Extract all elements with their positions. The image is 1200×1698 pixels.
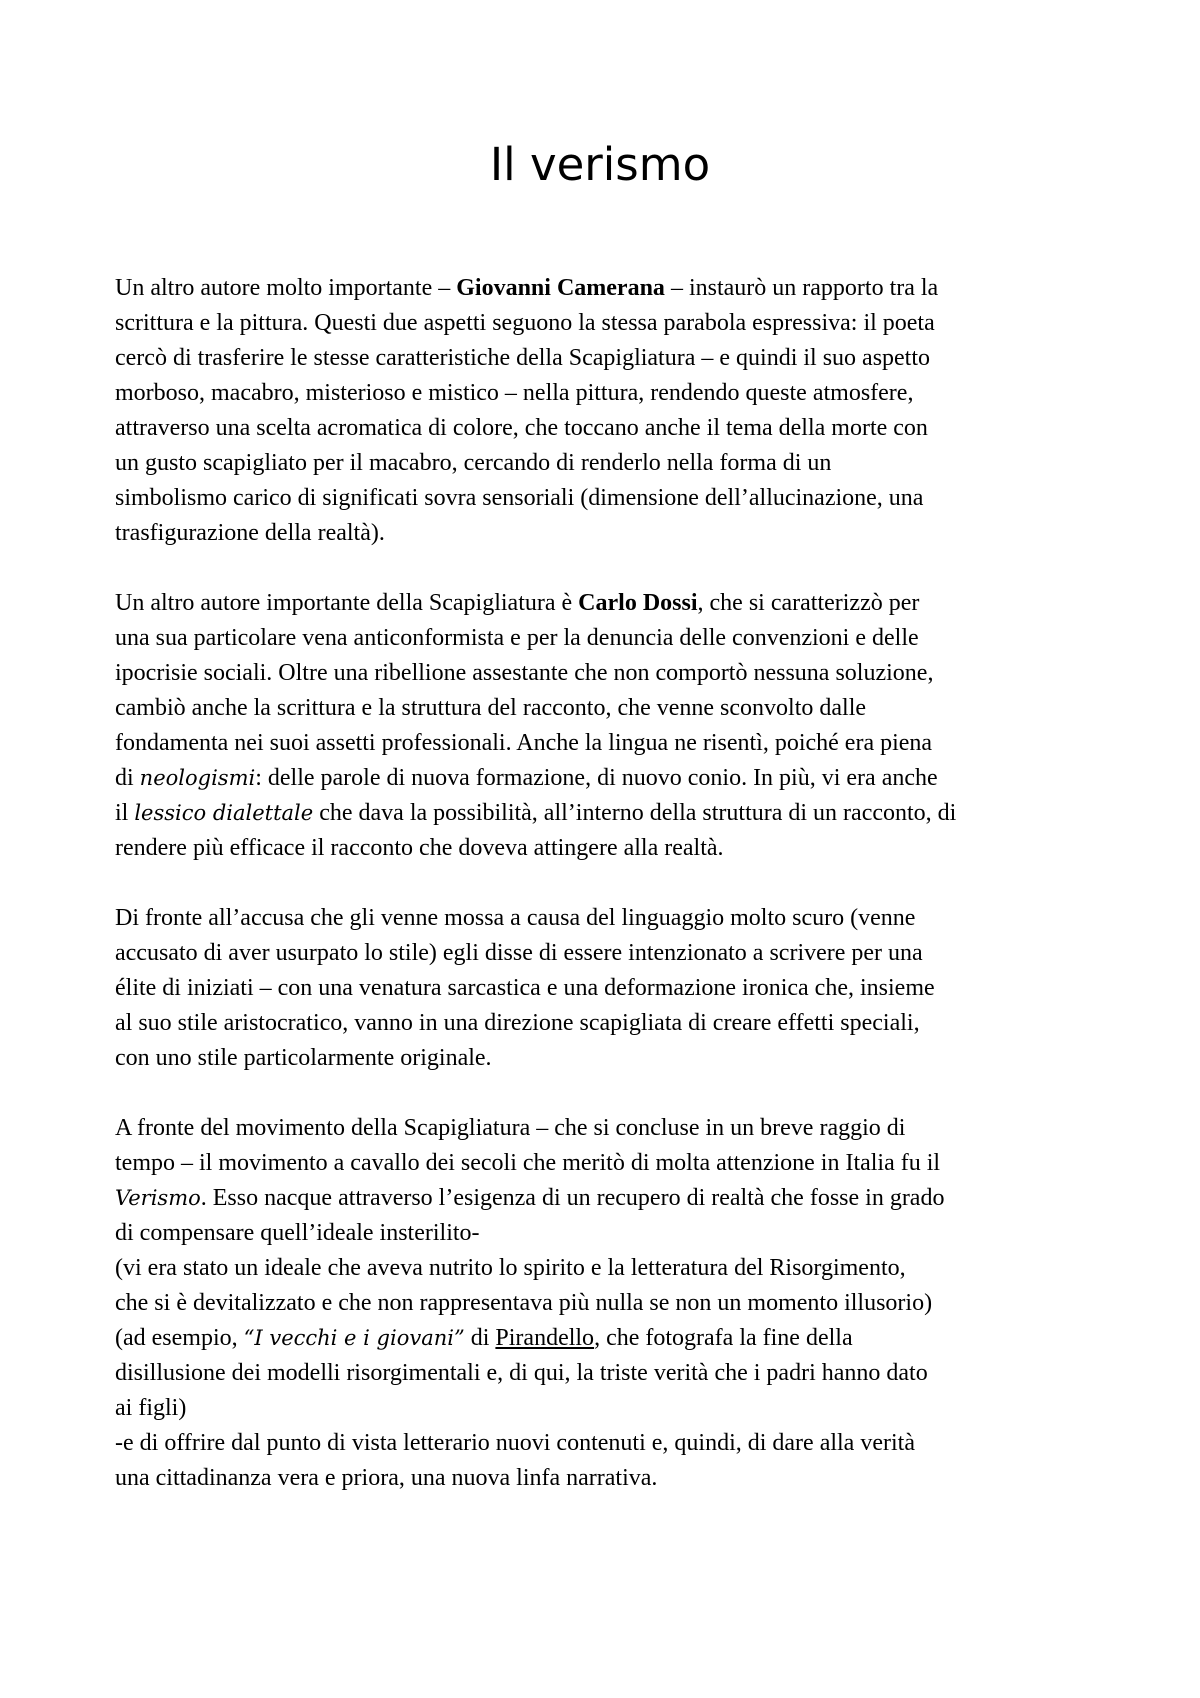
paragraph-dossi xyxy=(115,586,1100,866)
text-run: , che si caratterizzò per xyxy=(697,590,920,616)
italic-term: lessico dialettale xyxy=(134,801,314,825)
author-name-bold: Carlo Dossi xyxy=(578,590,698,616)
text-run: – instaurò un rapporto tra la xyxy=(664,275,939,301)
text-run: di xyxy=(115,765,140,791)
page-title: Il verismo xyxy=(489,138,711,191)
text-line xyxy=(115,1181,1100,1216)
text-line xyxy=(115,1321,1100,1356)
text-line: élite di iniziati – con una venatura sarcastica e una deformazione ironica che, insieme xyxy=(115,975,935,1001)
text-line xyxy=(115,761,1100,796)
text-line: Di fronte all’accusa che gli venne mossa a causa del linguaggio molto scuro (venne xyxy=(115,905,916,931)
text-line: morboso, macabro, misterioso e mistico – nella pittura, rendendo queste atmosfere, xyxy=(115,380,914,406)
text-run: il xyxy=(115,800,135,826)
text-line: A fronte del movimento della Scapigliatura – che si concluse in un breve raggio di xyxy=(115,1115,906,1141)
text-line: attraverso una scelta acromatica di colore, che toccano anche il tema della morte con xyxy=(115,415,928,441)
text-line: disillusione dei modelli risorgimentali e, di qui, la triste verità che i padri hanno dato xyxy=(115,1360,928,1386)
text-line: ai figli) xyxy=(115,1395,187,1421)
text-line: cercò di trasferire le stesse caratteristiche della Scapigliatura – e quindi il suo aspetto xyxy=(115,345,931,371)
text-line: rendere più efficace il racconto che doveva attingere alla realtà. xyxy=(115,835,724,861)
text-line: simbolismo carico di significati sovra sensoriali (dimensione dell’allucinazione, una xyxy=(115,485,924,511)
text-line: scrittura e la pittura. Questi due aspetti seguono la stessa parabola espressiva: il poeta xyxy=(115,310,935,336)
text-line: ipocrisie sociali. Oltre una ribellione assestante che non comportò nessuna soluzione, xyxy=(115,660,934,686)
text-run: (ad esempio, xyxy=(115,1325,244,1351)
text-line: trasfigurazione della realtà). xyxy=(115,520,385,546)
text-line: (vi era stato un ideale che aveva nutrito lo spirito e la letteratura del Risorgimento, xyxy=(115,1255,906,1281)
text-line: di compensare quell’ideale insterilito- xyxy=(115,1220,480,1246)
text-line: che si è devitalizzato e che non rappresentava più nulla se non un momento illusorio) xyxy=(115,1290,933,1316)
text-run: , che fotografa la fine della xyxy=(594,1325,853,1351)
text-line xyxy=(115,586,1100,621)
text-run: . Esso nacque attraverso l’esigenza di un recupero di realtà che fosse in grado xyxy=(200,1185,945,1211)
italic-term: neologismi xyxy=(139,766,256,790)
italic-term: Verismo xyxy=(115,1186,201,1210)
text-line: una cittadinanza vera e priora, una nuova linfa narrativa. xyxy=(115,1465,658,1491)
text-run: che dava la possibilità, all’interno della struttura di un racconto, di xyxy=(313,800,957,826)
underlined-author-name: Pirandello xyxy=(495,1325,595,1351)
author-name-bold: Giovanni Camerana xyxy=(456,275,665,301)
text-line: con uno stile particolarmente originale. xyxy=(115,1045,492,1071)
text-run: Un altro autore molto importante – xyxy=(115,275,457,301)
text-line: un gusto scapigliato per il macabro, cercando di renderlo nella forma di un xyxy=(115,450,832,476)
text-line xyxy=(115,796,1100,831)
text-line: -e di offrire dal punto di vista letterario nuovi contenuti e, quindi, di dare alla verità xyxy=(115,1430,915,1456)
text-line: una sua particolare vena anticonformista e per la denuncia delle convenzioni e delle xyxy=(115,625,919,651)
text-line: fondamenta nei suoi assetti professionali. Anche la lingua ne risentì, poiché era piena xyxy=(115,730,933,756)
text-line xyxy=(115,271,1100,306)
paragraph-camerana xyxy=(115,271,1100,551)
paragraph-verismo xyxy=(115,1111,1100,1496)
document-body xyxy=(115,271,1100,1531)
text-run: : delle parole di nuova formazione, di nuovo conio. In più, vi era anche xyxy=(255,765,938,791)
text-line: al suo stile aristocratico, vanno in una direzione scapigliata di creare effetti speciali, xyxy=(115,1010,920,1036)
text-line: tempo – il movimento a cavallo dei secoli che meritò di molta attenzione in Italia fu il xyxy=(115,1150,941,1176)
text-run: di xyxy=(464,1325,496,1351)
text-run: Un altro autore importante della Scapigliatura è xyxy=(115,590,579,616)
text-line: cambiò anche la scrittura e la struttura del racconto, che venne sconvolto dalle xyxy=(115,695,867,721)
text-line: accusato di aver usurpato lo stile) egli disse di essere intenzionato a scrivere per una xyxy=(115,940,923,966)
paragraph-accusa xyxy=(115,901,1100,1076)
italic-book-title: “I vecchi e i giovani” xyxy=(243,1326,465,1350)
